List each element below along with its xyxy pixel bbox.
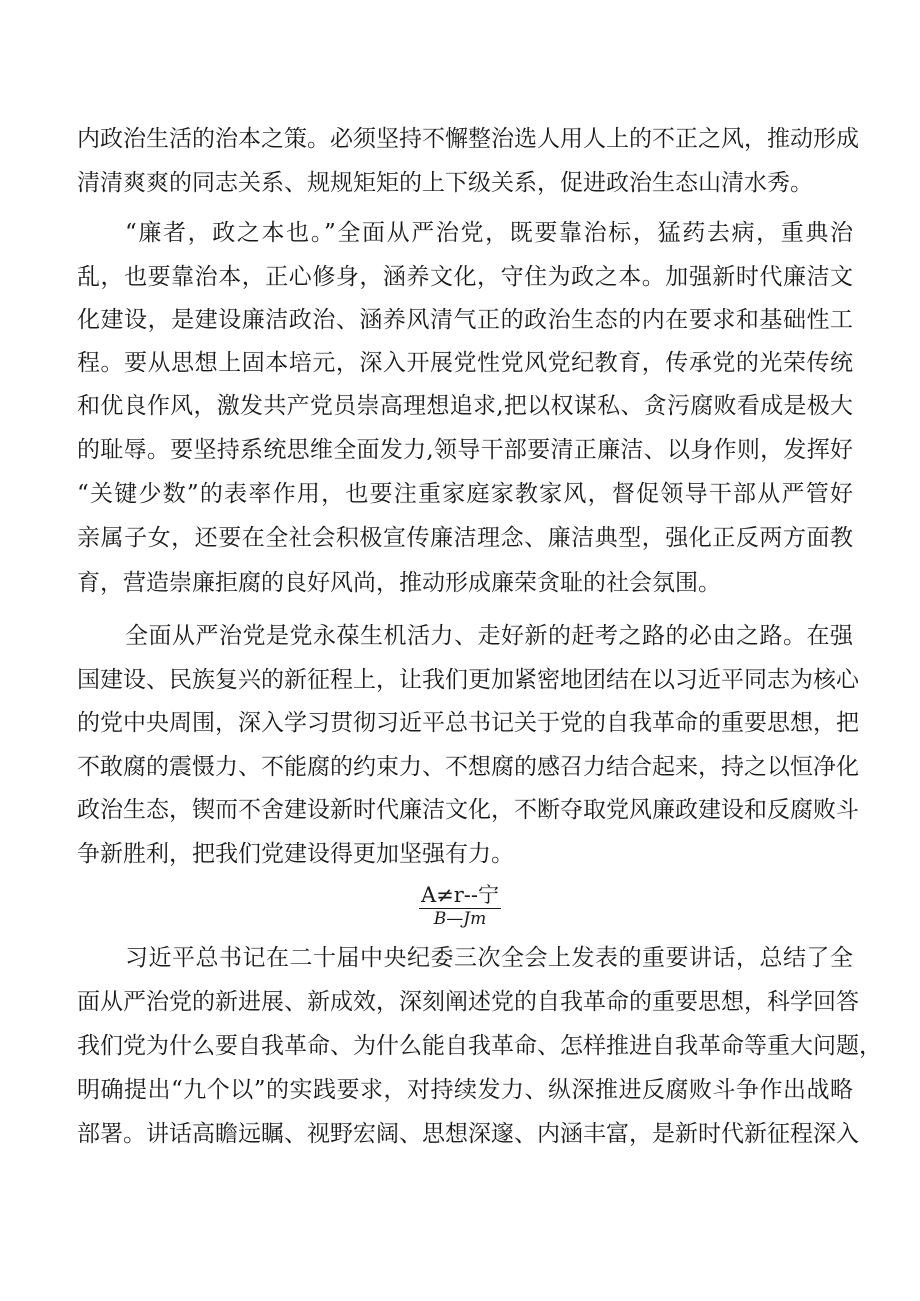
text-line: 争新胜利，把我们党建设得更加坚强有力。 [77,841,514,867]
text-line: 亲属子女，还要在全社会积极宣传廉洁理念、廉洁典型，强化正反两方面教 [77,525,853,551]
text-line: “廉者，政之本也。”全面从严治党，既要靠治标，猛药去病，重典治 [125,220,853,246]
section-heading-bottom: B—Jm [433,909,487,929]
text-line: “关键少数”的表率作用，也要注重家庭家教家风，督促领导干部从严管好 [77,481,853,507]
text-line: 面从严治党的新进展、新成效，深刻阐述党的自我革命的重要思想，科学回答 [77,989,859,1015]
text-line: 程。要从思想上固本培元，深入开展党性党风党纪教育，传承党的光荣传统 [77,350,853,376]
section-heading-top-text: A≠r--宁 [421,883,499,907]
text-line: 乱，也要靠治本，正心修身，涵养文化，守住为政之本。加强新时代廉洁文 [77,264,853,290]
text-line: 内政治生活的治本之策。必须坚持不懈整治选人用人上的不正之风，推动形成 [77,126,859,152]
text-line: 部署。讲话高瞻远瞩、视野宏阔、思想深邃、内涵丰富，是新时代新征程深入 [77,1121,859,1147]
text-line: 和优良作风，激发共产党员崇高理想追求,把以权谋私、贪污腐败看成是极大 [77,393,853,419]
section-heading-top [0,882,920,909]
text-line: 习近平总书记在二十届中央纪委三次全会上发表的重要讲话，总结了全 [125,945,853,971]
text-line: 的耻辱。要坚持系统思维全面发力,领导干部要清正廉洁、以身作则，发挥好 [77,437,853,463]
text-line: 政治生态，锲而不舍建设新时代廉洁文化，不断夺取党风廉政建设和反腐败斗 [77,797,859,823]
text-line: 育，营造崇廉拒腐的良好风尚，推动形成廉荣贪耻的社会氛围。 [77,570,721,596]
text-line: 我们党为什么要自我革命、为什么能自我革命、怎样推进自我革命等重大问题， [77,1033,882,1059]
text-line: 化建设，是建设廉洁政治、涵养风清气正的政治生态的内在要求和基础性工 [77,307,853,333]
text-line: 国建设、民族复兴的新征程上，让我们更加紧密地团结在以习近平同志为核心 [77,667,859,693]
text-line: 明确提出“九个以”的实践要求，对持续发力、纵深推进反腐败斗争作出战略 [77,1077,853,1103]
text-line: 清清爽爽的同志关系、规规矩矩的上下级关系，促进政治生态山清水秀。 [77,170,813,196]
text-line: 全面从严治党是党永葆生机活力、走好新的赶考之路的必由之路。在强 [125,623,853,649]
text-line: 不敢腐的震慑力、不能腐的约束力、不想腐的感召力结合起来，持之以恒净化 [77,754,859,780]
text-line: 的党中央周围，深入学习贯彻习近平总书记关于党的自我革命的重要思想，把 [77,710,859,736]
